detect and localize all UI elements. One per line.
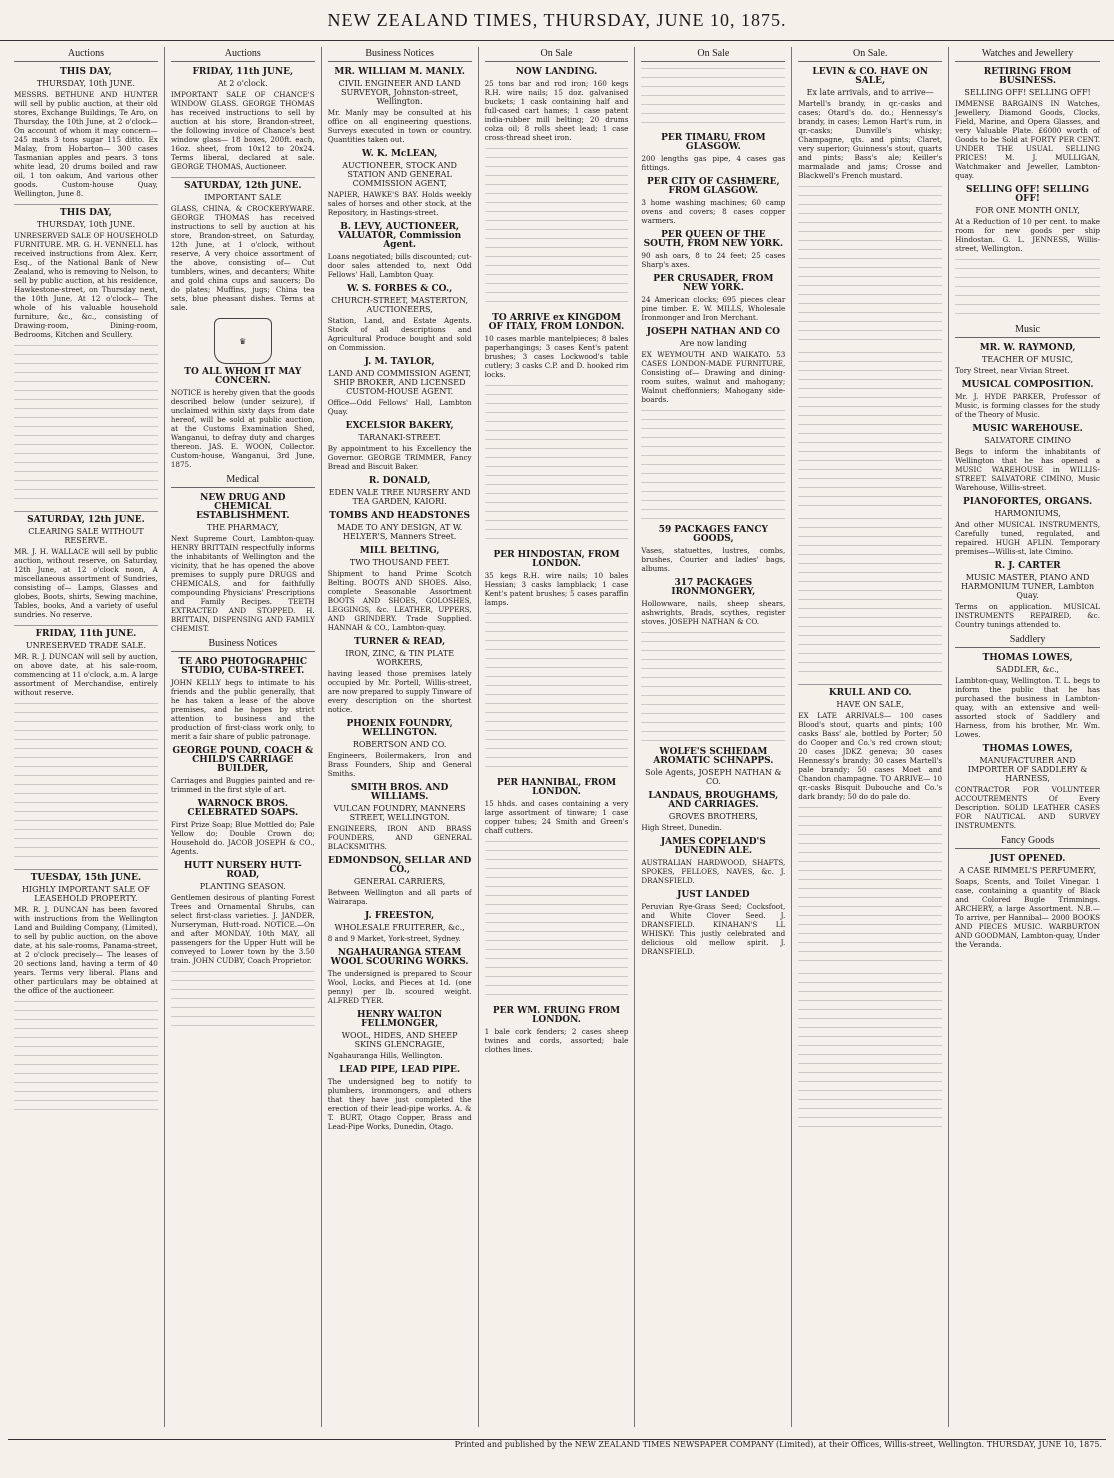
ad-heading: J. M. TAYLOR,: [364, 357, 435, 367]
ad-heading: TO ALL WHOM IT MAY CONCERN.: [184, 367, 302, 386]
ad: [14, 516, 158, 619]
ad-text: AUSTRALIAN HARDWOOD, SHAFTS, SPOKES, FELLOES, NAVES, &c. J. DRANSFIELD.: [641, 858, 786, 885]
ad-text: 8 and 9 Market, York-street, Sydney.: [327, 934, 461, 943]
ad: [955, 745, 1100, 830]
ad: [485, 779, 629, 835]
divider: [14, 204, 158, 205]
ad-text: Shipment to hand Prime Scotch Belting. BOOTS AND SHOES. Also, complete Seasonable Assortment BOOTS AND SHOES, GOLOSHES, LEGGINGS, &c. LEATHER, UPPERS, AND GRINDERY. Trade Supplied. HANNAH & CO., Lambton-quay.: [327, 569, 472, 632]
ad-heading: PER TIMARU, FROM GLASGOW.: [661, 133, 766, 152]
column-header: On Sale.: [798, 49, 942, 62]
ad-heading: EDMONDSON, SELLAR AND CO.,: [327, 856, 472, 875]
column-header: On Sale: [641, 49, 785, 62]
ad: [328, 150, 472, 217]
ad-text: Terms on application. MUSICAL INSTRUMENTS REPAIRED, &c. Country tunings attended to.: [955, 602, 1100, 629]
royal-coat-of-arms-icon: ♛: [214, 318, 272, 364]
imprint-footer: [8, 1439, 1106, 1464]
ad: [171, 862, 315, 965]
ad-text: MR. R. J. DUNCAN will sell by auction, on above date, at his sale-room, commencing at 11 o'clock, a.m. A large assortment of Merchandise, entirely without reserve.: [14, 652, 158, 697]
ad: [641, 328, 785, 404]
ad-heading: NOW LANDING.: [515, 67, 598, 77]
ad-text: IMMENSE BARGAINS IN Watches, Jewellery, Diamond Goods, Clocks, Field, Marine, and Opera Glasses, and very Valuable Plate. £6000 worth of Goods to be Sold at FORTY PER CENT. UNDER THE USUAL SELLING PRICES! M. J. MULLIGAN, Watchmaker and Jeweller, Lambton-quay.: [955, 99, 1100, 180]
ad: [798, 68, 942, 180]
ad-heading: MUSIC WAREHOUSE.: [972, 424, 1083, 434]
ad-heading: MR. W. RAYMOND,: [979, 343, 1076, 353]
ad: [955, 562, 1100, 629]
text-block: [14, 1001, 158, 1111]
text-block: [14, 703, 158, 863]
ad-heading: FRIDAY, 11th JUNE,: [192, 67, 294, 77]
ad-subheading: THURSDAY, 10th JUNE.: [36, 220, 136, 229]
ad: [328, 720, 472, 778]
ad-heading: PER HINDOSTAN, FROM LONDON.: [493, 550, 620, 569]
text-block: [641, 410, 785, 520]
ad: [798, 689, 942, 801]
ad-heading: 317 PACKAGES IRONMONGERY,: [671, 578, 756, 597]
ad-text: Tory Street, near Vivian Street.: [955, 366, 1070, 375]
ad: [485, 314, 629, 379]
ad-heading: R. DONALD,: [368, 476, 431, 486]
ad-subheading: UNRESERVED TRADE SALE.: [25, 641, 146, 650]
ad-heading: THIS DAY,: [60, 208, 112, 218]
ad-subheading: A CASE RIMMEL'S PERFUMERY,: [958, 866, 1097, 875]
ad-text: 15 hhds. and cases containing a very large assortment of tinware; 1 case copper tubes; 24 Smith and Green's chaff cutters.: [484, 799, 629, 835]
ad: [328, 68, 472, 144]
ad: [328, 358, 472, 416]
ad-heading: KRULL AND CO.: [828, 688, 912, 698]
column-5: [635, 47, 792, 1427]
ad-text: The undersigned is prepared to Scour Wool, Locks, and Pieces at 1d. (one penny) per lb. scoured weight. ALFRED TYER.: [327, 969, 472, 1005]
ad-heading: NGAHAURANGA STEAM WOOL SCOURING WORKS.: [330, 948, 469, 967]
text-block: [485, 841, 629, 1001]
ad-subheading: WOOL, HIDES, AND SHEEP SKINS GLENCRAGIE,: [341, 1031, 458, 1049]
ad-text: 25 tons bar and rod iron; 160 kegs R.H. wire nails; 15 doz. galvanised buckets; 1 cask containing half and full-cased cart hames; 1 case patent india-rubber mill belting; 20 drums colza oil; 8 rolls sheet lead; 1 case cross-thread sheet iron.: [484, 79, 629, 142]
ad-text: 10 cases marble mantelpieces; 8 bales paperhangings; 3 cases Kent's patent brushes; 3 cases Lockwood's table cutlery; 3 casks C.P. and D. hooked rim locks.: [484, 334, 629, 379]
ad-heading: PER HANNIBAL, FROM LONDON.: [496, 778, 617, 797]
ad: [955, 654, 1100, 739]
ad-subheading: HARMONIUMS,: [994, 509, 1061, 518]
ad-heading: 59 PACKAGES FANCY GOODS,: [658, 525, 768, 544]
ad-text: UNRESERVED SALE OF HOUSEHOLD FURNITURE. MR. G. H. VENNELL has received instructions from Alex. Kerr, Esq., of the National Bank of New Zealand, who is removing to Nelson, to sell by public auction, at his residence, Hawkestone-street, on Thursday next, the 10th June, At 12 o'clock— The whole of his valuable household furniture, &c., &c., consisting of Drawing-room, Dining-room, Bedrooms, Kitchen and Scullery.: [14, 231, 158, 339]
ad: [641, 579, 785, 626]
ad-heading: PHOENIX FOUNDRY, WELLINGTON.: [346, 719, 453, 738]
ad-text: 90 ash oars, 8 to 24 feet; 25 cases Sharp's axes.: [641, 251, 786, 269]
ad: [14, 68, 158, 198]
section-header: Saddlery: [955, 635, 1100, 648]
ad: [171, 494, 315, 633]
ad-heading: JAMES COPELAND'S DUNEDIN ALE.: [660, 837, 766, 856]
ad-text: Carriages and Buggies painted and re-trimmed in the first style of art.: [170, 776, 315, 794]
text-block: [798, 186, 942, 346]
ad-heading: GEORGE POUND, COACH & CHILD'S CARRIAGE BUILDER,: [172, 746, 314, 774]
ad-text: Hollowware, nails, sheep shears, ashwrights, Brads, scythes, register stoves. JOSEPH NATHAN & CO.: [641, 599, 786, 626]
ad-text: First Prize Soap; Blue Mottled do; Pale Yellow do; Double Crown do; Household do. JACOB JOSEPH & CO., Agents.: [170, 820, 315, 856]
ad-heading: B. LEVY, AUCTIONEER, VALUATOR, Commission Agent.: [338, 222, 462, 250]
ad-text: Mr. Manly may be consulted at his office on all engineering questions. Surveys executed in town or country. Quantities taken out.: [327, 108, 472, 144]
ad-subheading: ROBERTSON AND CO.: [352, 740, 447, 749]
ad-heading: PIANOFORTES, ORGANS.: [963, 497, 1093, 507]
ad: [328, 638, 472, 714]
column-2: [165, 47, 322, 1427]
ad-subheading: WHOLESALE FRUITERER, &c.,: [334, 923, 465, 932]
section-header: Medical: [171, 475, 315, 488]
ad-text: Martell's brandy, in qr.-casks and cases; Otard's do. do.; Hennessy's brandy, in cases; Lemon Hart's rum, in qr.-casks; Dunville's whisky; Champagne, qts. and pints; Claret, very superior; Guinness's stout, quarts and pints; Bass's ale; Keiller's marmalade and jams; Crosse and Blackwell's French mustard.: [798, 99, 943, 180]
ad-heading: EXCELSIOR BAKERY,: [345, 421, 454, 431]
column-header: On Sale: [485, 49, 629, 62]
text-block: [485, 385, 629, 545]
ad-text: Next Supreme Court, Lambton-quay. HENRY BRITTAIN respectfully informs the inhabitants of Wellington and the vicinity, that he has opened the above premises to supply pure DRUGS and CHEMICALS, and for faithfully compounding Physicians' Prescriptions and Family Recipes. TEETH EXTRACTED AND STOPPED. H. BRITTAIN, DISPENSING AND FAMILY CHEMIST.: [170, 534, 315, 633]
ad: [328, 857, 472, 906]
ad-heading: HUTT NURSERY HUTT-ROAD,: [183, 861, 302, 880]
ad-heading: THIS DAY,: [60, 67, 112, 77]
ad-text: 200 lengths gas pipe, 4 cases gas fittings.: [641, 154, 786, 172]
ad-text: 3 home washing machines; 60 camp ovens and covers; 8 cases copper warmers.: [641, 198, 786, 225]
ad: [328, 1066, 472, 1131]
ad-heading: W. S. FORBES & CO.,: [347, 284, 453, 294]
ad-text: having leased those premises lately occupied by Mr. Portell, Willis-street, are now prepared to supply Tinware of every description on the shortest notice.: [327, 669, 472, 714]
ad-heading: RETIRING FROM BUSINESS.: [983, 67, 1072, 86]
ad-heading: FRIDAY, 11th JUNE.: [35, 629, 137, 639]
ad: [328, 285, 472, 352]
column-3: [322, 47, 479, 1427]
ad-heading: TUESDAY, 15th JUNE.: [30, 873, 142, 883]
ad-subheading: AUCTIONEER, STOCK AND STATION AND GENERAL COMMISSION AGENT,: [342, 161, 457, 188]
ad-text: Loans negotiated; bills discounted; cut-door sales attended to, next Odd Fellows' Hall, Lambton Quay.: [327, 252, 472, 279]
ad: [641, 838, 785, 885]
masthead-title: NEW ZEALAND TIMES, THURSDAY, JUNE 10, 1875.: [327, 10, 787, 30]
ad-subheading: EDEN VALE TREE NURSERY AND TEA GARDEN, KAIORI.: [328, 488, 471, 506]
ad-heading: JUST LANDED: [677, 890, 750, 900]
ad: [171, 368, 315, 469]
ad-heading: JUST OPENED.: [989, 854, 1066, 864]
ad: [955, 344, 1100, 375]
ad-heading: SMITH BROS. AND WILLIAMS.: [350, 783, 449, 802]
ad: [328, 477, 472, 506]
ad: [955, 425, 1100, 492]
ad-subheading: LAND AND COMMISSION AGENT, SHIP BROKER, AND LICENSED CUSTOM-HOUSE AGENT.: [328, 369, 472, 396]
ad-heading: PER QUEEN OF THE SOUTH, FROM NEW YORK.: [643, 230, 784, 249]
ad-subheading: SELLING OFF! SELLING OFF!: [964, 88, 1091, 97]
ad-heading: MUSICAL COMPOSITION.: [961, 380, 1094, 390]
ad-subheading: VULCAN FOUNDRY, MANNERS STREET, WELLINGTON.: [333, 804, 466, 822]
ad: [485, 551, 629, 607]
ad-text: 35 kegs R.H. wire nails; 10 bales Hessian; 3 casks lampblack; 1 case Kent's patent brushes; 5 cases paraffin lamps.: [484, 571, 629, 607]
divider: [14, 869, 158, 870]
masthead: [0, 0, 1114, 41]
ad-subheading: SALVATORE CIMINO: [984, 436, 1071, 445]
column-1: [8, 47, 165, 1427]
ad-text: Gentlemen desirous of planting Forest Trees and Ornamental Shrubs, can select first-class varieties. J. JANDER, Nurseryman, Hutt-road. NOTICE.—On and after MONDAY, 10th MAY, all passengers for the Upper Hutt will be conveyed to Lower town by the 3.50 train. JOHN CUDBY, Coach Proprietor.: [170, 893, 315, 965]
ad-subheading: PLANTING SEASON.: [199, 882, 286, 891]
ad: [328, 422, 472, 471]
ad-text: 1 bale cork fenders; 2 cases sheep twines and cords, assorted; bale clothes lines.: [484, 1027, 629, 1054]
divider: [14, 625, 158, 626]
ad-text: IMPORTANT SALE OF CHANCE'S WINDOW GLASS. GEORGE THOMAS has received instructions to sell by auction at his store, Brandon-street, the following invoice of Chance's best window glass— 18 boxes, 200ft. each, 16oz. sheet, from 10x12 to 20x24. Terms liberal, declared at sale. GEORGE THOMAS, Auctioneer.: [170, 90, 315, 171]
text-block: [798, 352, 942, 512]
ad-heading: J. FREESTON,: [365, 911, 435, 921]
ad-subheading: IMPORTANT SALE: [204, 193, 282, 202]
column-header: Watches and Jewellery: [955, 49, 1100, 62]
ad-subheading: GROVES BROTHERS,: [668, 812, 758, 821]
ad-subheading: At 2 o'clock.: [217, 79, 268, 88]
text-block: [798, 807, 942, 967]
ad-text: Ngahauranga Hills, Wellington.: [327, 1051, 443, 1060]
ad-subheading: CIVIL ENGINEER AND LAND SURVEYOR, Johnston-street, Wellington.: [338, 79, 461, 106]
ad-subheading: THE PHARMACY,: [206, 523, 279, 532]
ad-subheading: MANUFACTURER AND IMPORTER OF SADDLERY & HARNESS,: [967, 756, 1088, 783]
ad: [328, 547, 472, 632]
ad-heading: W. K. McLEAN,: [361, 149, 438, 159]
ad-subheading: TWO THOUSAND FEET.: [349, 558, 450, 567]
ad: [14, 209, 158, 339]
ad: [641, 526, 785, 573]
ad: [328, 949, 472, 1005]
ad-heading: SATURDAY, 12th JUNE.: [27, 515, 145, 525]
ad-subheading: THURSDAY, 10th JUNE.: [36, 79, 136, 88]
ad: [14, 874, 158, 995]
ad: [955, 68, 1100, 180]
ad-heading: TO ARRIVE ex KINGDOM OF ITALY, FROM LONDON.: [488, 313, 625, 332]
ad-text: Office—Odd Fellows' Hall, Lambton Quay.: [327, 398, 472, 416]
ad-subheading: TEACHER OF MUSIC,: [982, 355, 1074, 364]
ad-heading: TURNER & READ,: [354, 637, 446, 647]
ad: [485, 68, 629, 142]
text-block: [171, 971, 315, 1031]
ad-heading: PER WM. FRUING FROM LONDON.: [492, 1006, 621, 1025]
ad-text: MR. R. J. DUNCAN has been favored with instructions from the Wellington Land and Building Company, (Limited), to sell by public auction, on the above date, at his sale-rooms, Panama-street, at 2 o'clock precisely— The leases of 20 sections land, having a term of 40 years. Terms very liberal. Plans and other particulars may be obtained at the office of the auctioneer.: [14, 905, 158, 995]
column-header: Auctions: [171, 49, 315, 62]
ad-text: Station, Land, and Estate Agents. Stock of all descriptions and Agricultural Produce bought and sold on Commission.: [327, 316, 472, 352]
ad-text: Between Wellington and all parts of Wairarapa.: [327, 888, 472, 906]
ad-heading: MILL BELTING,: [359, 546, 440, 556]
ad-subheading: CHURCH-STREET, MASTERTON, AUCTIONEERS,: [331, 296, 469, 314]
text-block: [485, 148, 629, 308]
ad-text: NAPIER, HAWKE'S BAY. Holds weekly sales of horses and other stock, at the Repository, in Hastings-street.: [327, 190, 472, 217]
ad-subheading: HIGHLY IMPORTANT SALE OF LEASEHOLD PROPERTY.: [21, 885, 150, 903]
column-7: [949, 47, 1106, 1427]
ad-subheading: TARANAKI-STREET.: [358, 433, 441, 442]
ad-subheading: Ex late arrivals, and to arrive—: [806, 88, 934, 97]
ad: [171, 747, 315, 794]
ad-heading: LEAD PIPE, LEAD PIPE.: [339, 1065, 461, 1075]
divider: [798, 684, 942, 685]
ad: [328, 912, 472, 943]
text-block: [955, 259, 1100, 319]
ad-text: Mr. J. HYDE PARKER, Professor of Music, is forming classes for the study of the Theory of Music.: [955, 392, 1100, 419]
column-header: Business Notices: [328, 49, 472, 62]
text-block: [485, 613, 629, 773]
ad-heading: WARNOCK BROS. CELEBRATED SOAPS.: [187, 799, 299, 818]
section-header: Music: [955, 325, 1100, 338]
ad-text: And other MUSICAL INSTRUMENTS, Carefully tuned, regulated, and repaired. HUGH AFLIN. Temporary premises—Willis-st, late Cimino.: [955, 520, 1100, 556]
ad-heading: THOMAS LOWES,: [982, 653, 1073, 663]
ad: [641, 231, 785, 269]
ad: [328, 223, 472, 279]
ad: [955, 381, 1100, 419]
ad-text: Vases, statuettes, lustres, combs, brushes, Courier and ladies' bags, albums.: [641, 546, 786, 573]
ad: [641, 275, 785, 322]
ad: [171, 182, 315, 312]
ad-text: GLASS, CHINA, & CROCKERYWARE. GEORGE THOMAS has received instructions to sell by auction at his store, Brandon-street, on Saturday, 12th June, at 1 o'clock, without reserve, A very choice assortment of the above, consisting of— Cut tumblers, wines, and decanters; White and gold china cups and saucers; Do do plates; Muffins, jugs; China tea sets, blue pheasant dishes. Terms at sale.: [170, 204, 315, 312]
ad-heading: R. J. CARTER: [994, 561, 1061, 571]
column-6: [792, 47, 949, 1427]
ad: [955, 855, 1100, 949]
ad-subheading: IRON, ZINC, & TIN PLATE WORKERS,: [345, 649, 455, 667]
ad-text: MR. J. H. WALLACE will sell by public auction, without reserve, on Saturday, 12th June, at 12 o'clock noon, A miscellaneous assortment of Sundries, consisting of— Lamps, Glasses and globes, Boots, shirts, Sewing machine, Tables, books, And a variety of useful sundries. No reserve.: [14, 547, 158, 619]
ad: [641, 134, 785, 172]
ad: [485, 1007, 629, 1054]
ad-text: Engineers, Boilermakers, Iron and Brass Founders, Ship and General Smiths.: [327, 751, 472, 778]
ad-text: Soaps, Scents, and Toilet Vinegar. 1 case, containing a quantity of Black and Colored Bugle Trimmings. ARCHERY, a large Assortment. N.B.—To arrive, per Hannibal— 2000 BOOKS AND PIECES MUSIC. WARBURTON AND GOODMAN, Lambton-quay, Under the Veranda.: [955, 877, 1100, 949]
ad-text: NOTICE is hereby given that the goods described below (under seizure), if unclaimed within sixty days from date hereof, will be sold at public auction, at the Customs Examination Shed, Wanganui, to defray duty and charges thereon. JAS. E. WOON, Collector. Custom-house, Wanganui, 3rd June, 1875.: [170, 388, 315, 469]
text-block: [798, 518, 942, 678]
imprint-text: Printed and published by the NEW ZEALAND TIMES NEWSPAPER COMPANY (Limited), at their Offices, Willis-street, Wellington. THURSDAY, JUNE 10, 1875.: [454, 1440, 1102, 1449]
ad: [171, 68, 315, 171]
text-block: [798, 973, 942, 1133]
ad: [328, 512, 472, 541]
ad-subheading: MUSIC MASTER, PIANO AND HARMONIUM TUNER, Lambton Quay.: [960, 573, 1095, 600]
ad-subheading: MADE TO ANY DESIGN, AT W. HELYER'S, Manners Street.: [337, 523, 463, 541]
ad-heading: TE ARO PHOTOGRAPHIC STUDIO, CUBA-STREET.: [178, 657, 308, 676]
ad: [328, 784, 472, 851]
ad: [641, 792, 785, 832]
ad-text: Lambton-quay, Wellington. T. L. begs to inform the public that he has purchased the business in Lambton-quay, with an extensive and well-assorted stock of Saddlery and Harness, from his brother, Mr. Wm. Lowes.: [955, 676, 1100, 739]
ad-subheading: Sole Agents, JOSEPH NATHAN & CO.: [645, 768, 782, 786]
ad: [171, 658, 315, 741]
ad: [641, 178, 785, 225]
ad-text: High Street, Dunedin.: [641, 823, 722, 832]
ad-heading: HENRY WALTON FELLMONGER,: [357, 1010, 443, 1029]
section-header: Business Notices: [171, 639, 315, 652]
ad-text: CONTRACTOR FOR VOLUNTEER ACCOUTREMENTS Of Every Description. SOLID LEATHER CASES FOR NAUTICAL AND SURVEY INSTRUMENTS.: [955, 785, 1100, 830]
ad: [955, 186, 1100, 253]
ad-heading: PER CITY OF CASHMERE, FROM GLASGOW.: [647, 177, 780, 196]
text-block: [641, 632, 785, 742]
ad-text: MESSRS. BETHUNE AND HUNTER will sell by public auction, at their old stores, Exchange Buildings, Te Aro, on Thursday, the 10th June, at 2 o'clock— On account of whom it may concern— 245 mats 3 tons sugar 115 ditto. Ex Malay, from Hobarton— 300 cases Tasmanian apples and pears. 3 tons white lead, 20 drums boiled and raw oil, 1 ton oakum, And various other goods. Custom-house Quay, Wellington, June 8.: [14, 90, 158, 198]
ad-heading: MR. WILLIAM M. MANLY.: [334, 67, 465, 77]
ad-heading: WOLFE'S SCHIEDAM AROMATIC SCHNAPPS.: [653, 747, 774, 766]
ad-subheading: CLEARING SALE WITHOUT RESERVE.: [28, 527, 144, 545]
ad-heading: PER CRUSADER, FROM NEW YORK.: [653, 274, 774, 293]
ad-text: By appointment to his Excellency the Governor. GEORGE TRIMMER, Fancy Bread and Biscuit Baker.: [327, 444, 472, 471]
ad: [14, 630, 158, 697]
ad-text: The undersigned beg to notify to plumbers, ironmongers, and others that they have just completed the erection of their lead-pipe works. A. & T. BURT, Otago Copper, Brass and Lead-Pipe Works, Dunedin, Otago.: [327, 1077, 472, 1131]
ad-heading: SELLING OFF! SELLING OFF!: [966, 185, 1090, 204]
ad-text: ENGINEERS, IRON AND BRASS FOUNDERS, AND GENERAL BLACKSMITHS.: [327, 824, 472, 851]
ad-heading: TOMBS AND HEADSTONES: [329, 511, 470, 521]
ad-heading: SATURDAY, 12th JUNE.: [183, 181, 302, 191]
text-block: [641, 68, 785, 128]
ad-subheading: Are now landing: [680, 339, 747, 348]
ad-subheading: HAVE ON SALE,: [836, 700, 904, 709]
ad-subheading: FOR ONE MONTH ONLY,: [975, 206, 1080, 215]
ad-subheading: GENERAL CARRIERS,: [353, 877, 446, 886]
ad-text: 24 American clocks; 695 pieces clear pine timber. E. W. MILLS, Wholesale Ironmonger and Iron Merchant.: [641, 295, 786, 322]
ad-subheading: SADDLER, &c.,: [996, 665, 1060, 674]
text-block: [14, 345, 158, 505]
columns-grid: [0, 41, 1114, 1427]
column-header: Auctions: [14, 49, 158, 62]
ad-text: EX LATE ARRIVALS— 100 cases Blood's stout, quarts and pints; 100 casks Bass' ale, bottled by Porter; 50 do Cooper and Co.'s red crown stout; 20 cases JDKZ geneva; 30 cases Hennessy's brandy; 30 cases Martell's pale brandy; 50 cases Moet and Chandon champagne. TO ARRIVE— 10 qr.-casks Bisquit Dubouche and Co.'s dark brandy; 50 do do pale do.: [798, 711, 943, 801]
ad: [641, 891, 785, 956]
ad-text: JOHN KELLY begs to intimate to his friends and the public generally, that he has taken a lease of the above premises, and he hopes by strict attention to business and the production of first-class work only, to merit a fair share of public patronage.: [170, 678, 315, 741]
ad-heading: JOSEPH NATHAN AND CO: [646, 327, 780, 337]
ad-text: At a Reduction of 10 per cent. to make room for new goods per ship Hindostan. G. L. JENNESS, Willis-street, Wellington.: [955, 217, 1100, 253]
ad: [641, 748, 785, 786]
ad-heading: NEW DRUG AND CHEMICAL ESTABLISHMENT.: [196, 493, 290, 521]
ad: [955, 498, 1100, 556]
section-header: Fancy Goods: [955, 836, 1100, 849]
ad-text: Begs to inform the inhabitants of Wellington that he has opened a MUSIC WAREHOUSE in WILLIS-STREET. SALVATORE CIMINO, Music Warehouse, Willis-street.: [955, 447, 1100, 492]
ad: [328, 1011, 472, 1060]
ad: [171, 800, 315, 856]
divider: [14, 511, 158, 512]
ad-text: Peruvian Rye-Grass Seed; Cocksfoot, and White Clover Seed. J. DRANSFIELD. KINAHAN'S LL WHISKY: This justly celebrated and delicious old mellow spirit. J. DRANSFIELD.: [641, 902, 786, 956]
ad-heading: LANDAUS, BROUGHAMS, AND CARRIAGES.: [648, 791, 779, 810]
ad-heading: LEVIN & CO. HAVE ON SALE,: [812, 67, 929, 86]
column-4: [479, 47, 636, 1427]
divider: [171, 177, 315, 178]
ad-text: EX WEYMOUTH AND WAIKATO. 53 CASES LONDON-MADE FURNITURE, Consisting of— Drawing and dining-room suites, walnut and mahogany; Walnut cheffonniers; Mahogany side-boards.: [641, 350, 786, 404]
ad-heading: THOMAS LOWES,: [982, 744, 1073, 754]
